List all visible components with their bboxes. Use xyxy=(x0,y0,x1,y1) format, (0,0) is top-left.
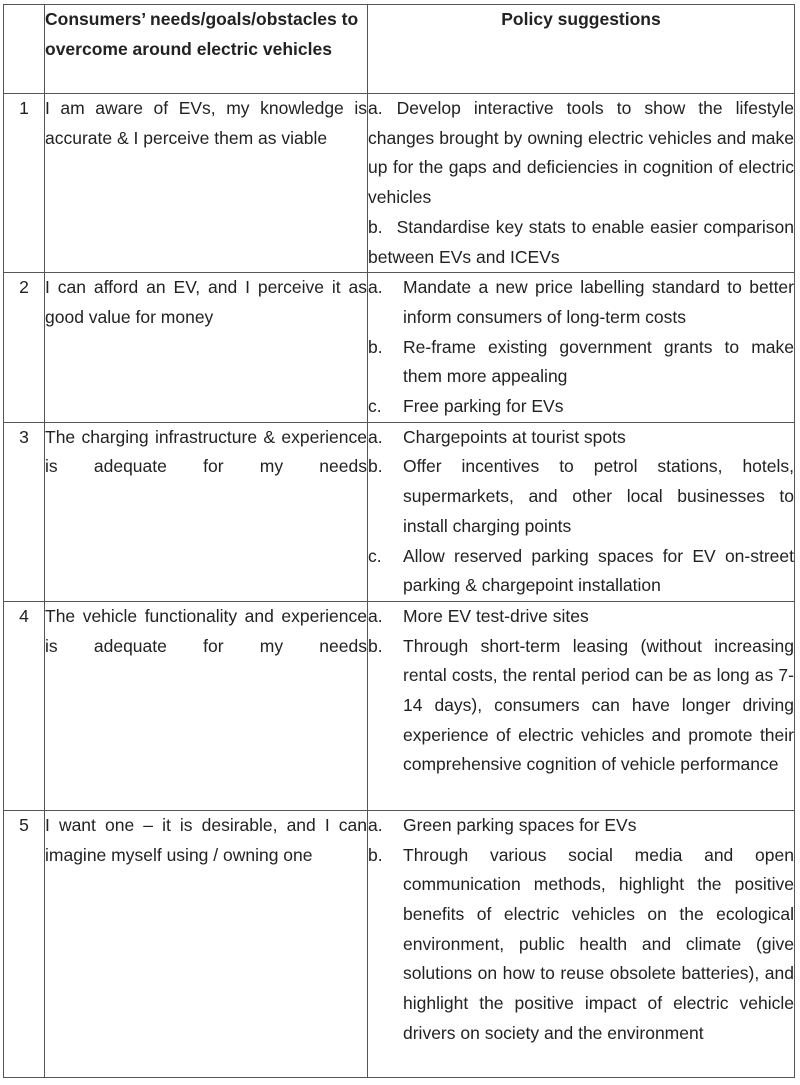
header-policy: Policy suggestions xyxy=(368,5,795,94)
policy-item-letter: b. xyxy=(368,216,383,237)
policy-item-letter: b. xyxy=(368,456,383,477)
policy-item-text: Re-frame existing government grants to make them more appealing xyxy=(403,336,794,387)
row-policies xyxy=(368,601,795,810)
policy-table xyxy=(3,4,795,1078)
table-row xyxy=(4,273,795,423)
policy-item xyxy=(368,392,794,422)
policy-item xyxy=(368,423,794,453)
row-need: I am aware of EVs, my knowledge is accurate & I perceive them as viable xyxy=(45,94,368,273)
policy-item-text: Through various social media and open communication methods, highlight the positive benefits of electric vehicles on the ecological environment, public health and climate (give solutions on how to reuse obsolete batteries), and highlight the positive impact of electric vehicle drivers on society and the environment xyxy=(403,844,794,1043)
policy-item xyxy=(368,632,794,781)
table-row xyxy=(4,601,795,810)
row-policies xyxy=(368,273,795,423)
row-number: 3 xyxy=(4,422,45,601)
policy-item-text: More EV test-drive sites xyxy=(403,605,589,626)
row-policies xyxy=(368,94,795,273)
policy-item-letter: b. xyxy=(368,336,383,357)
policy-item-letter: a. xyxy=(368,814,383,835)
policy-item xyxy=(368,213,794,272)
policy-item-text: Free parking for EVs xyxy=(403,396,564,417)
table-row xyxy=(4,422,795,601)
header-number-cell xyxy=(4,5,45,94)
policy-item-letter: c. xyxy=(368,396,382,417)
policy-item-text: Develop interactive tools to show the lifestyle changes brought by owning electric vehicles and make up for the gaps and deficiencies in cognition of electric vehicles xyxy=(368,98,794,208)
row-number: 5 xyxy=(4,810,45,1077)
policy-item xyxy=(368,542,794,601)
policy-item-letter: a. xyxy=(368,605,383,626)
policy-item-text: Mandate a new price labelling standard to better inform consumers of long-term costs xyxy=(403,277,794,327)
row-number: 4 xyxy=(4,601,45,810)
row-number: 2 xyxy=(4,273,45,423)
policy-item-letter: b. xyxy=(368,635,383,656)
policy-item xyxy=(368,841,794,1049)
row-need: The charging infrastructure & experience is adequate for my needs xyxy=(45,422,368,601)
policy-item-text: Through short-term leasing (without increasing rental costs, the rental period can be as long as 7-14 days), consumers can have longer driving experience of electric vehicles and promote their comprehensive cognition of vehicle performance xyxy=(403,635,794,775)
policy-item xyxy=(368,94,794,213)
policy-item-text: Offer incentives to petrol stations, hotels, supermarkets, and other local businesses to install charging points xyxy=(403,456,794,536)
policy-item-letter: b. xyxy=(368,844,383,865)
row-need: I can afford an EV, and I perceive it as good value for money xyxy=(45,273,368,423)
policy-item-letter: a. xyxy=(368,98,383,118)
policy-item-letter: a. xyxy=(368,426,383,447)
policy-item xyxy=(368,273,794,332)
policy-item xyxy=(368,452,794,541)
policy-item-text: Allow reserved parking spaces for EV on-street parking & chargepoint installation xyxy=(403,545,794,596)
policy-item xyxy=(368,811,794,841)
row-need: I want one – it is desirable, and I can imagine myself using / owning one xyxy=(45,810,368,1077)
header-row xyxy=(4,5,795,94)
row-need: The vehicle functionality and experience is adequate for my needs xyxy=(45,601,368,810)
table-row xyxy=(4,810,795,1077)
policy-item-text: Green parking spaces for EVs xyxy=(403,814,637,835)
header-needs: Consumers’ needs/goals/obstacles to overcome around electric vehicles xyxy=(45,5,368,94)
row-number: 1 xyxy=(4,94,45,273)
policy-item xyxy=(368,333,794,392)
row-policies xyxy=(368,810,795,1077)
policy-item-text: Standardise key stats to enable easier comparison between EVs and ICEVs xyxy=(368,216,794,267)
policy-item xyxy=(368,602,794,632)
policy-item-text: Chargepoints at tourist spots xyxy=(403,426,626,447)
policy-item-letter: c. xyxy=(368,545,382,566)
row-policies xyxy=(368,422,795,601)
table-row xyxy=(4,94,795,273)
policy-item-letter: a. xyxy=(368,277,383,298)
